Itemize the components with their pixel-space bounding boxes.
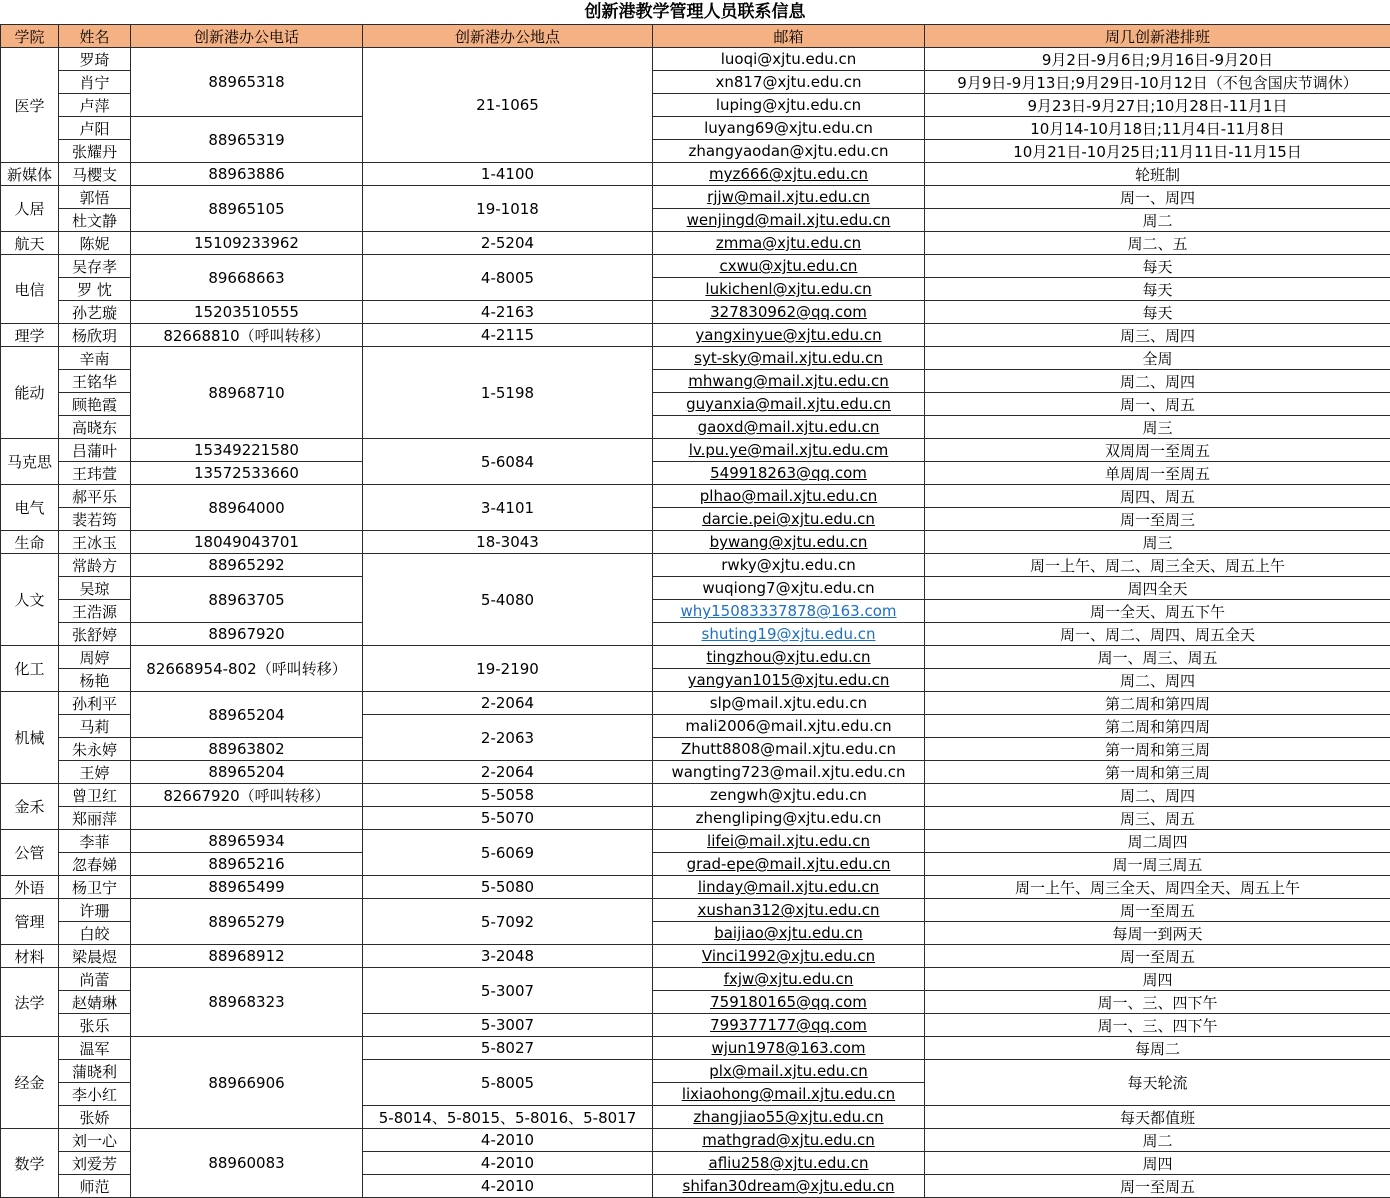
phone-cell[interactable]: 88968710	[131, 347, 363, 439]
name-cell[interactable]: 梁晨煜	[59, 945, 131, 968]
location-cell[interactable]: 5-8005	[363, 1060, 653, 1106]
location-cell[interactable]: 5-3007	[363, 1014, 653, 1037]
header-phone[interactable]: 创新港办公电话	[131, 25, 363, 48]
email-cell[interactable]: zengwh@xjtu.edu.cn	[653, 784, 925, 807]
table-row	[1, 853, 1390, 876]
college-cell[interactable]: 机械	[1, 692, 59, 784]
name-cell[interactable]: 师范	[59, 1175, 131, 1198]
location-cell[interactable]: 4-2010	[363, 1175, 653, 1198]
email-cell[interactable]: mali2006@mail.xjtu.edu.cn	[653, 715, 925, 738]
email-cell[interactable]: guyanxia@mail.xjtu.edu.cn	[653, 393, 925, 416]
name-cell[interactable]: 忽春娣	[59, 853, 131, 876]
email-cell[interactable]: wuqiong7@xjtu.edu.cn	[653, 577, 925, 600]
email-cell[interactable]: lv.pu.ye@mail.xjtu.edu.cm	[653, 439, 925, 462]
location-cell[interactable]: 2-2064	[363, 761, 653, 784]
schedule-cell[interactable]: 9月2日-9月6日;9月16日-9月20日	[925, 48, 1390, 71]
location-cell[interactable]: 4-8005	[363, 255, 653, 301]
name-cell[interactable]: 孙利平	[59, 692, 131, 715]
college-cell[interactable]: 新媒体	[1, 163, 59, 186]
college-cell[interactable]: 经金	[1, 1037, 59, 1129]
schedule-cell[interactable]: 周一上午、周二、周三全天、周五上午	[925, 554, 1390, 577]
schedule-cell[interactable]: 第一周和第三周	[925, 738, 1390, 761]
college-cell[interactable]: 管理	[1, 899, 59, 945]
email-cell[interactable]: zhangjiao55@xjtu.edu.cn	[653, 1106, 925, 1129]
email-cell[interactable]: darcie.pei@xjtu.edu.cn	[653, 508, 925, 531]
schedule-cell[interactable]: 周二、周四	[925, 669, 1390, 692]
location-cell[interactable]: 1-4100	[363, 163, 653, 186]
phone-cell[interactable]: 88965499	[131, 876, 363, 899]
email-cell[interactable]: tingzhou@xjtu.edu.cn	[653, 646, 925, 669]
college-cell[interactable]: 化工	[1, 646, 59, 692]
schedule-cell[interactable]: 第二周和第四周	[925, 692, 1390, 715]
name-cell[interactable]: 杜文静	[59, 209, 131, 232]
email-cell[interactable]: lukichenl@xjtu.edu.cn	[653, 278, 925, 301]
phone-cell[interactable]: 82668954-802（呼叫转移）	[131, 646, 363, 692]
email-cell[interactable]: bywang@xjtu.edu.cn	[653, 531, 925, 554]
email-cell[interactable]: why15083337878@163.com	[653, 600, 925, 623]
schedule-cell[interactable]: 周四全天	[925, 577, 1390, 600]
email-cell[interactable]: syt-sky@mail.xjtu.edu.cn	[653, 347, 925, 370]
email-cell[interactable]: xushan312@xjtu.edu.cn	[653, 899, 925, 922]
sheet-title: 创新港教学管理人员联系信息	[584, 2, 806, 22]
schedule-cell[interactable]: 10月14-10月18日;11月4日-11月8日	[925, 117, 1390, 140]
schedule-cell[interactable]: 周一、周二、周四、周五全天	[925, 623, 1390, 646]
college-cell[interactable]: 生命	[1, 531, 59, 554]
phone-cell[interactable]: 82668810（呼叫转移）	[131, 324, 363, 347]
college-cell[interactable]: 公管	[1, 830, 59, 876]
email-cell[interactable]: slp@mail.xjtu.edu.cn	[653, 692, 925, 715]
schedule-cell[interactable]: 周四	[925, 968, 1390, 991]
college-cell[interactable]: 理学	[1, 324, 59, 347]
schedule-cell[interactable]: 周三	[925, 416, 1390, 439]
name-cell[interactable]: 张乐	[59, 1014, 131, 1037]
schedule-cell[interactable]: 每天都值班	[925, 1106, 1390, 1129]
table-row	[1, 577, 1390, 600]
name-cell[interactable]: 杨欣玥	[59, 324, 131, 347]
email-cell[interactable]: rjjw@mail.xjtu.edu.cn	[653, 186, 925, 209]
college-cell[interactable]: 金禾	[1, 784, 59, 830]
table-row	[1, 163, 1390, 186]
college-cell[interactable]: 电信	[1, 255, 59, 324]
name-cell[interactable]: 王冰玉	[59, 531, 131, 554]
location-cell[interactable]: 3-2048	[363, 945, 653, 968]
schedule-cell[interactable]: 10月21日-10月25日;11月11日-11月15日	[925, 140, 1390, 163]
schedule-cell[interactable]: 周四、周五	[925, 485, 1390, 508]
college-cell[interactable]: 马克思	[1, 439, 59, 485]
phone-cell[interactable]: 88963886	[131, 163, 363, 186]
college-cell[interactable]: 外语	[1, 876, 59, 899]
table-row	[1, 692, 1390, 715]
schedule-cell[interactable]: 周一上午、周三全天、周四全天、周五上午	[925, 876, 1390, 899]
name-cell[interactable]: 郑丽萍	[59, 807, 131, 830]
table-row	[1, 232, 1390, 255]
email-cell[interactable]: zmma@xjtu.edu.cn	[653, 232, 925, 255]
schedule-cell[interactable]: 单周周一至周五	[925, 462, 1390, 485]
schedule-cell[interactable]: 周一、周四	[925, 186, 1390, 209]
name-cell[interactable]: 李菲	[59, 830, 131, 853]
email-cell[interactable]: lixiaohong@mail.xjtu.edu.cn	[653, 1083, 925, 1106]
email-cell[interactable]: linday@mail.xjtu.edu.cn	[653, 876, 925, 899]
phone-cell[interactable]: 88960083	[131, 1129, 363, 1198]
college-cell[interactable]: 医学	[1, 48, 59, 163]
email-cell[interactable]: mhwang@mail.xjtu.edu.cn	[653, 370, 925, 393]
table-row	[1, 830, 1390, 853]
schedule-cell[interactable]: 每天	[925, 255, 1390, 278]
location-cell[interactable]: 3-4101	[363, 485, 653, 531]
email-cell[interactable]: luping@xjtu.edu.cn	[653, 94, 925, 117]
phone-cell[interactable]: 88965279	[131, 899, 363, 945]
table-row	[1, 531, 1390, 554]
schedule-cell[interactable]: 周一至周五	[925, 899, 1390, 922]
phone-cell[interactable]: 18049043701	[131, 531, 363, 554]
college-cell[interactable]: 人文	[1, 554, 59, 646]
email-cell[interactable]: 759180165@qq.com	[653, 991, 925, 1014]
email-cell[interactable]: Zhutt8808@mail.xjtu.edu.cn	[653, 738, 925, 761]
email-cell[interactable]: grad-epe@mail.xjtu.edu.cn	[653, 853, 925, 876]
table-row	[1, 324, 1390, 347]
name-cell[interactable]: 李小红	[59, 1083, 131, 1106]
schedule-cell[interactable]: 周一、周三、周五	[925, 646, 1390, 669]
phone-cell[interactable]: 88965204	[131, 761, 363, 784]
phone-cell[interactable]: 88965105	[131, 186, 363, 232]
location-cell[interactable]: 5-7092	[363, 899, 653, 945]
schedule-cell[interactable]: 9月9日-9月13日;9月29日-10月12日（不包含国庆节调休）	[925, 71, 1390, 94]
email-cell[interactable]: Vinci1992@xjtu.edu.cn	[653, 945, 925, 968]
email-cell[interactable]: gaoxd@mail.xjtu.edu.cn	[653, 416, 925, 439]
contact-table	[0, 24, 1390, 1198]
location-cell[interactable]: 5-3007	[363, 968, 653, 1014]
phone-cell[interactable]: 15203510555	[131, 301, 363, 324]
phone-cell[interactable]: 88964000	[131, 485, 363, 531]
name-cell[interactable]: 许珊	[59, 899, 131, 922]
name-cell[interactable]: 张娇	[59, 1106, 131, 1129]
phone-cell[interactable]: 89668663	[131, 255, 363, 301]
table-row	[1, 761, 1390, 784]
header-schedule[interactable]: 周几创新港排班	[925, 25, 1390, 48]
name-cell[interactable]: 马莉	[59, 715, 131, 738]
schedule-cell[interactable]: 周三、周五	[925, 807, 1390, 830]
name-cell[interactable]: 马樱支	[59, 163, 131, 186]
location-cell[interactable]: 5-6084	[363, 439, 653, 485]
name-cell[interactable]: 刘一心	[59, 1129, 131, 1152]
phone-cell[interactable]	[131, 807, 363, 830]
phone-cell[interactable]: 88963802	[131, 738, 363, 761]
phone-cell[interactable]: 88968912	[131, 945, 363, 968]
name-cell[interactable]: 杨卫宁	[59, 876, 131, 899]
name-cell[interactable]: 朱永婷	[59, 738, 131, 761]
schedule-cell[interactable]: 周一全天、周五下午	[925, 600, 1390, 623]
name-cell[interactable]: 卢阳	[59, 117, 131, 140]
table-row	[1, 738, 1390, 761]
name-cell[interactable]: 常龄方	[59, 554, 131, 577]
name-cell[interactable]: 吕蒲叶	[59, 439, 131, 462]
email-cell[interactable]: shifan30dream@xjtu.edu.cn	[653, 1175, 925, 1198]
college-cell[interactable]: 法学	[1, 968, 59, 1037]
name-cell[interactable]: 刘爱芳	[59, 1152, 131, 1175]
location-cell[interactable]: 5-8014、5-8015、5-8016、5-8017	[363, 1106, 653, 1129]
email-cell[interactable]: wenjingd@mail.xjtu.edu.cn	[653, 209, 925, 232]
location-cell[interactable]: 4-2115	[363, 324, 653, 347]
schedule-cell[interactable]: 每天	[925, 301, 1390, 324]
schedule-cell[interactable]: 周一、周五	[925, 393, 1390, 416]
phone-cell[interactable]: 88965216	[131, 853, 363, 876]
name-cell[interactable]: 周婷	[59, 646, 131, 669]
email-cell[interactable]: 799377177@qq.com	[653, 1014, 925, 1037]
name-cell[interactable]: 卢萍	[59, 94, 131, 117]
email-cell[interactable]: plhao@mail.xjtu.edu.cn	[653, 485, 925, 508]
name-cell[interactable]: 温军	[59, 1037, 131, 1060]
table-row	[1, 945, 1390, 968]
name-cell[interactable]: 张舒婷	[59, 623, 131, 646]
location-cell[interactable]: 2-2063	[363, 715, 653, 761]
email-cell[interactable]: wjun1978@163.com	[653, 1037, 925, 1060]
table-row	[1, 462, 1390, 485]
location-cell[interactable]: 5-4080	[363, 554, 653, 646]
phone-cell[interactable]: 13572533660	[131, 462, 363, 485]
table-row	[1, 301, 1390, 324]
email-cell[interactable]: afliu258@xjtu.edu.cn	[653, 1152, 925, 1175]
email-cell[interactable]: mathgrad@xjtu.edu.cn	[653, 1129, 925, 1152]
table-row	[1, 646, 1390, 669]
email-cell[interactable]: lifei@mail.xjtu.edu.cn	[653, 830, 925, 853]
schedule-cell[interactable]: 第二周和第四周	[925, 715, 1390, 738]
phone-cell[interactable]: 88965292	[131, 554, 363, 577]
schedule-cell[interactable]: 周二	[925, 209, 1390, 232]
email-cell[interactable]: shuting19@xjtu.edu.cn	[653, 623, 925, 646]
schedule-cell[interactable]: 周二周四	[925, 830, 1390, 853]
schedule-cell[interactable]: 周一、三、四下午	[925, 1014, 1390, 1037]
table-row	[1, 968, 1390, 991]
location-cell[interactable]: 2-2064	[363, 692, 653, 715]
schedule-cell[interactable]: 周一、三、四下午	[925, 991, 1390, 1014]
location-cell[interactable]: 2-5204	[363, 232, 653, 255]
schedule-cell[interactable]: 周一至周三	[925, 508, 1390, 531]
table-row	[1, 485, 1390, 508]
name-cell[interactable]: 王玮萱	[59, 462, 131, 485]
college-cell[interactable]: 电气	[1, 485, 59, 531]
schedule-cell[interactable]: 周三、周四	[925, 324, 1390, 347]
schedule-cell[interactable]: 每周一到两天	[925, 922, 1390, 945]
name-cell[interactable]: 郝平乐	[59, 485, 131, 508]
table-row	[1, 876, 1390, 899]
schedule-cell[interactable]: 周二	[925, 1129, 1390, 1152]
location-cell[interactable]: 18-3043	[363, 531, 653, 554]
name-cell[interactable]: 曾卫红	[59, 784, 131, 807]
schedule-cell[interactable]: 每天轮流	[925, 1060, 1390, 1106]
name-cell[interactable]: 罗 忱	[59, 278, 131, 301]
location-cell[interactable]: 5-5080	[363, 876, 653, 899]
header-name[interactable]: 姓名	[59, 25, 131, 48]
table-row	[1, 347, 1390, 370]
table-row	[1, 1129, 1390, 1152]
header-location[interactable]: 创新港办公地点	[363, 25, 653, 48]
name-cell[interactable]: 杨艳	[59, 669, 131, 692]
schedule-cell[interactable]: 全周	[925, 347, 1390, 370]
schedule-cell[interactable]: 每天	[925, 278, 1390, 301]
college-cell[interactable]: 能动	[1, 347, 59, 439]
table-row	[1, 117, 1390, 140]
name-cell[interactable]: 吴琼	[59, 577, 131, 600]
email-cell[interactable]: luoqi@xjtu.edu.cn	[653, 48, 925, 71]
college-cell[interactable]: 人居	[1, 186, 59, 232]
phone-cell[interactable]: 82667920（呼叫转移）	[131, 784, 363, 807]
location-cell[interactable]: 5-8027	[363, 1037, 653, 1060]
college-cell[interactable]: 材料	[1, 945, 59, 968]
location-cell[interactable]: 4-2163	[363, 301, 653, 324]
schedule-cell[interactable]: 周二、周四	[925, 370, 1390, 393]
email-cell[interactable]: luyang69@xjtu.edu.cn	[653, 117, 925, 140]
college-cell[interactable]: 航天	[1, 232, 59, 255]
name-cell[interactable]: 陈妮	[59, 232, 131, 255]
schedule-cell[interactable]: 双周周一至周五	[925, 439, 1390, 462]
schedule-cell[interactable]: 第一周和第三周	[925, 761, 1390, 784]
schedule-cell[interactable]: 周一周三周五	[925, 853, 1390, 876]
name-cell[interactable]: 孙艺璇	[59, 301, 131, 324]
email-cell[interactable]: 327830962@qq.com	[653, 301, 925, 324]
email-cell[interactable]: xn817@xjtu.edu.cn	[653, 71, 925, 94]
table-row	[1, 439, 1390, 462]
location-cell[interactable]: 4-2010	[363, 1152, 653, 1175]
location-cell[interactable]: 5-5070	[363, 807, 653, 830]
phone-cell[interactable]: 88967920	[131, 623, 363, 646]
table-row	[1, 623, 1390, 646]
phone-cell[interactable]: 15109233962	[131, 232, 363, 255]
table-row	[1, 807, 1390, 830]
schedule-cell[interactable]: 周二、五	[925, 232, 1390, 255]
table-body	[1, 48, 1390, 1198]
phone-cell[interactable]: 88965318	[131, 48, 363, 117]
name-cell[interactable]: 裴若筠	[59, 508, 131, 531]
phone-cell[interactable]: 88968323	[131, 968, 363, 1037]
location-cell[interactable]: 21-1065	[363, 48, 653, 163]
name-cell[interactable]: 蒲晓利	[59, 1060, 131, 1083]
name-cell[interactable]: 辛南	[59, 347, 131, 370]
name-cell[interactable]: 肖宁	[59, 71, 131, 94]
table-row	[1, 784, 1390, 807]
email-cell[interactable]: cxwu@xjtu.edu.cn	[653, 255, 925, 278]
schedule-cell[interactable]: 9月23日-9月27日;10月28日-11月1日	[925, 94, 1390, 117]
name-cell[interactable]: 王婷	[59, 761, 131, 784]
name-cell[interactable]: 尚蕾	[59, 968, 131, 991]
table-row	[1, 1037, 1390, 1060]
location-cell[interactable]: 4-2010	[363, 1129, 653, 1152]
schedule-cell[interactable]: 周四	[925, 1152, 1390, 1175]
location-cell[interactable]: 19-2190	[363, 646, 653, 692]
email-cell[interactable]: plx@mail.xjtu.edu.cn	[653, 1060, 925, 1083]
name-cell[interactable]: 白皎	[59, 922, 131, 945]
email-cell[interactable]: wangting723@mail.xjtu.edu.cn	[653, 761, 925, 784]
phone-cell[interactable]: 88966906	[131, 1037, 363, 1129]
email-cell[interactable]: fxjw@xjtu.edu.cn	[653, 968, 925, 991]
table-row	[1, 554, 1390, 577]
schedule-cell[interactable]: 周一至周五	[925, 1175, 1390, 1198]
table-row	[1, 899, 1390, 922]
phone-cell[interactable]: 15349221580	[131, 439, 363, 462]
name-cell[interactable]: 郭悟	[59, 186, 131, 209]
name-cell[interactable]: 赵婧琳	[59, 991, 131, 1014]
table-row	[1, 186, 1390, 209]
name-cell[interactable]: 顾艳霞	[59, 393, 131, 416]
location-cell[interactable]: 5-5058	[363, 784, 653, 807]
name-cell[interactable]: 罗琦	[59, 48, 131, 71]
phone-cell[interactable]: 88965319	[131, 117, 363, 163]
location-cell[interactable]: 1-5198	[363, 347, 653, 439]
email-cell[interactable]: zhangyaodan@xjtu.edu.cn	[653, 140, 925, 163]
phone-cell[interactable]: 88965204	[131, 692, 363, 738]
schedule-cell[interactable]: 周二、周四	[925, 784, 1390, 807]
location-cell[interactable]: 19-1018	[363, 186, 653, 232]
email-cell[interactable]: yangyan1015@xjtu.edu.cn	[653, 669, 925, 692]
header-email[interactable]: 邮箱	[653, 25, 925, 48]
header-row	[1, 25, 1390, 48]
table-row	[1, 255, 1390, 278]
email-cell[interactable]: zhengliping@xjtu.edu.cn	[653, 807, 925, 830]
email-cell[interactable]: yangxinyue@xjtu.edu.cn	[653, 324, 925, 347]
schedule-cell[interactable]: 轮班制	[925, 163, 1390, 186]
email-cell[interactable]: baijiao@xjtu.edu.cn	[653, 922, 925, 945]
phone-cell[interactable]: 88963705	[131, 577, 363, 623]
name-cell[interactable]: 王浩源	[59, 600, 131, 623]
name-cell[interactable]: 高晓东	[59, 416, 131, 439]
name-cell[interactable]: 吴存孝	[59, 255, 131, 278]
name-cell[interactable]: 张耀丹	[59, 140, 131, 163]
email-cell[interactable]: rwky@xjtu.edu.cn	[653, 554, 925, 577]
header-college[interactable]: 学院	[1, 25, 59, 48]
schedule-cell[interactable]: 周三	[925, 531, 1390, 554]
email-cell[interactable]: 549918263@qq.com	[653, 462, 925, 485]
email-cell[interactable]: myz666@xjtu.edu.cn	[653, 163, 925, 186]
schedule-cell[interactable]: 每周二	[925, 1037, 1390, 1060]
college-cell[interactable]: 数学	[1, 1129, 59, 1198]
table-row	[1, 48, 1390, 71]
location-cell[interactable]: 5-6069	[363, 830, 653, 876]
schedule-cell[interactable]: 周一至周五	[925, 945, 1390, 968]
name-cell[interactable]: 王铭华	[59, 370, 131, 393]
phone-cell[interactable]: 88965934	[131, 830, 363, 853]
